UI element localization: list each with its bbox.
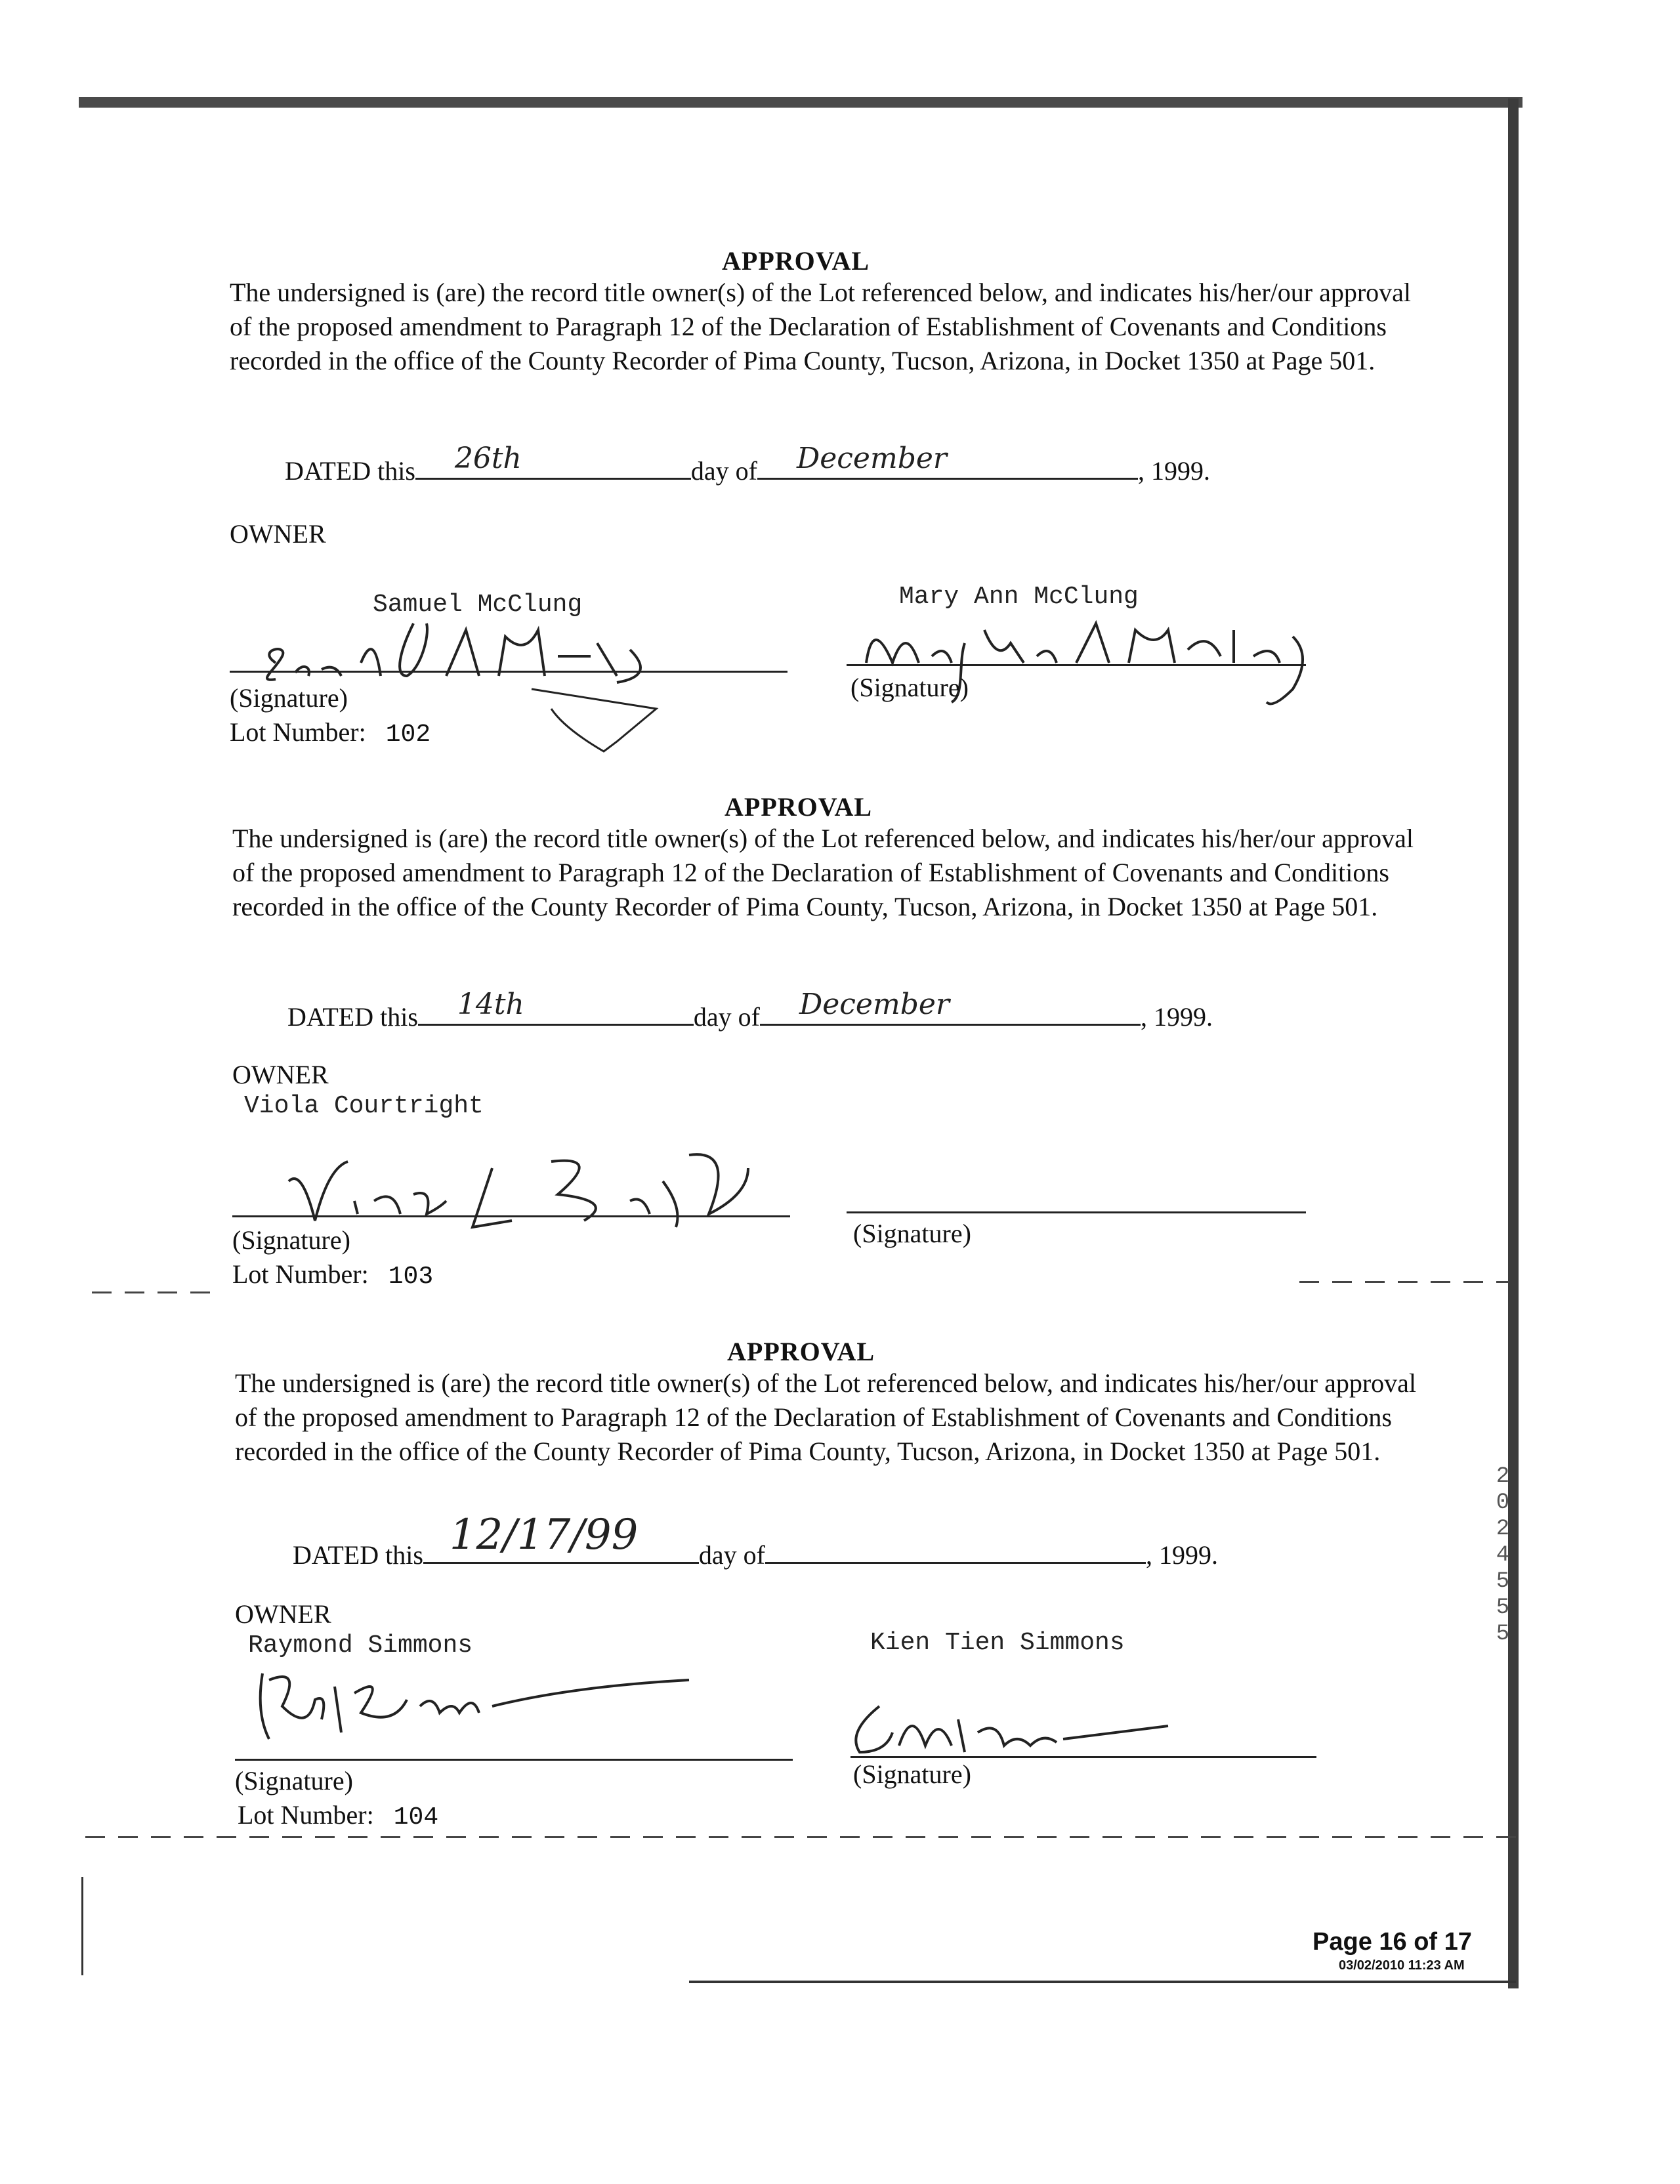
day-field: [415, 442, 691, 480]
print-timestamp: 03/02/2010 11:23 AM: [1339, 1958, 1465, 1973]
handwritten-day: 26th: [454, 442, 522, 475]
lot-number-label: Lot Number:: [238, 1800, 374, 1830]
signature-line-2: [850, 1756, 1316, 1758]
approval-3-dated-line: [293, 1511, 1218, 1570]
signature-label-2: (Signature): [853, 1759, 971, 1789]
scan-top-border: [79, 97, 1522, 108]
owner-2-signature-text: K Simmons: [840, 1693, 843, 1694]
year-label: , 1999.: [1145, 1540, 1218, 1570]
approval-2-lot: [232, 1259, 433, 1291]
approval-3-lot: [238, 1799, 438, 1832]
signature-line-1: [235, 1759, 793, 1761]
month-field: [765, 1533, 1146, 1564]
handwritten-day: 12/17/99: [449, 1511, 639, 1559]
lot-number-value: 102: [385, 721, 431, 749]
signature-line-2: [847, 664, 1306, 666]
owner-2-signature: [853, 604, 1326, 722]
margin-docket-number: 2 0 2 4 5 5 5: [1496, 1464, 1510, 1647]
approval-1-dated-line: [285, 442, 1210, 486]
page-number: Page 16 of 17: [1312, 1928, 1472, 1956]
signature-label-2: (Signature): [853, 1219, 971, 1248]
approval-3-owner-label: OWNER: [235, 1599, 331, 1629]
handwritten-day: 14th: [457, 988, 524, 1021]
signature-label-1: (Signature): [232, 1225, 350, 1255]
approval-2-dated-line: [287, 988, 1213, 1032]
lot-number-value: 103: [388, 1263, 434, 1291]
owner-2-typed-name: Kien Tien Simmons: [870, 1629, 1125, 1657]
dated-this-label: DATED this: [285, 456, 415, 486]
day-of-label: day of: [698, 1540, 765, 1570]
dashed-separator: [92, 1292, 210, 1293]
approval-2-owner-label: OWNER: [232, 1060, 329, 1089]
approval-3-title: APPROVAL: [727, 1337, 875, 1366]
day-of-label: day of: [693, 1002, 760, 1032]
handwritten-month: December: [799, 988, 950, 1021]
owner-1-signature-text: Viola L Courtright: [276, 1142, 281, 1143]
year-label: , 1999.: [1137, 456, 1210, 486]
signature-line-1: [232, 1215, 790, 1217]
signature-label-1: (Signature): [235, 1766, 353, 1796]
day-field: [423, 1511, 699, 1564]
lot-number-label: Lot Number:: [232, 1259, 369, 1289]
footer-rule: [689, 1981, 1516, 1983]
owner-1-typed-name: Raymond Simmons: [248, 1631, 473, 1660]
dated-this-label: DATED this: [287, 1002, 418, 1032]
signature-label-2: (Signature): [850, 673, 969, 702]
left-margin-mark: [81, 1877, 83, 1975]
lot-number-label: Lot Number:: [230, 717, 366, 747]
dashed-separator: [1299, 1281, 1509, 1283]
signature-line-1: [230, 671, 788, 673]
approval-2-title: APPROVAL: [724, 792, 873, 822]
owner-1-typed-name: Samuel McClung: [373, 591, 583, 619]
scan-right-border: [1508, 98, 1519, 1988]
owner-1-signature: [276, 1142, 774, 1253]
signature-line-2: [847, 1211, 1306, 1213]
owner-1-signature-text: Samuel A McClung: [249, 610, 255, 611]
owner-2-signature: [840, 1693, 1181, 1765]
lot-number-value: 104: [393, 1803, 439, 1832]
approval-1-owner-label: OWNER: [230, 519, 326, 549]
approval-2-paragraph: The undersigned is (are) the record title owner(s) of the Lot referenced below, and indicates his/her/our approval of the proposed amendment to Paragraph 12 of the Declaration of Establishment of Covenants and Conditions recorded in the office of the County Recorder of Pima County, Tucson, Arizona, in Docket 1350 at Page 501.: [232, 824, 1414, 921]
handwritten-month: December: [796, 442, 947, 475]
day-of-label: day of: [690, 456, 757, 486]
approval-1-paragraph: The undersigned is (are) the record title owner(s) of the Lot referenced below, and indicates his/her/our approval of the proposed amendment to Paragraph 12 of the Declaration of Establishment of Covenants and Conditions recorded in the office of the County Recorder of Pima County, Tucson, Arizona, in Docket 1350 at Page 501.: [230, 278, 1412, 375]
owner-1-signature: [243, 1654, 702, 1759]
dashed-separator: [85, 1836, 1522, 1838]
owner-1-typed-name: Viola Courtright: [244, 1092, 484, 1120]
month-field: [760, 988, 1141, 1026]
day-field: [418, 988, 694, 1026]
approval-1-lot: [230, 717, 430, 749]
year-label: , 1999.: [1140, 1002, 1213, 1032]
owner-2-typed-name: Mary Ann McClung: [899, 583, 1139, 611]
approval-1-title: APPROVAL: [722, 246, 870, 276]
dated-this-label: DATED this: [293, 1540, 423, 1570]
signature-label-1: (Signature): [230, 683, 348, 713]
approval-3-paragraph: The undersigned is (are) the record title owner(s) of the Lot referenced below, and indicates his/her/our approval of the proposed amendment to Paragraph 12 of the Declaration of Establishment of Covenants and Conditions recorded in the office of the County Recorder of Pima County, Tucson, Arizona, in Docket 1350 at Page 501.: [235, 1368, 1417, 1466]
month-field: [757, 442, 1138, 480]
